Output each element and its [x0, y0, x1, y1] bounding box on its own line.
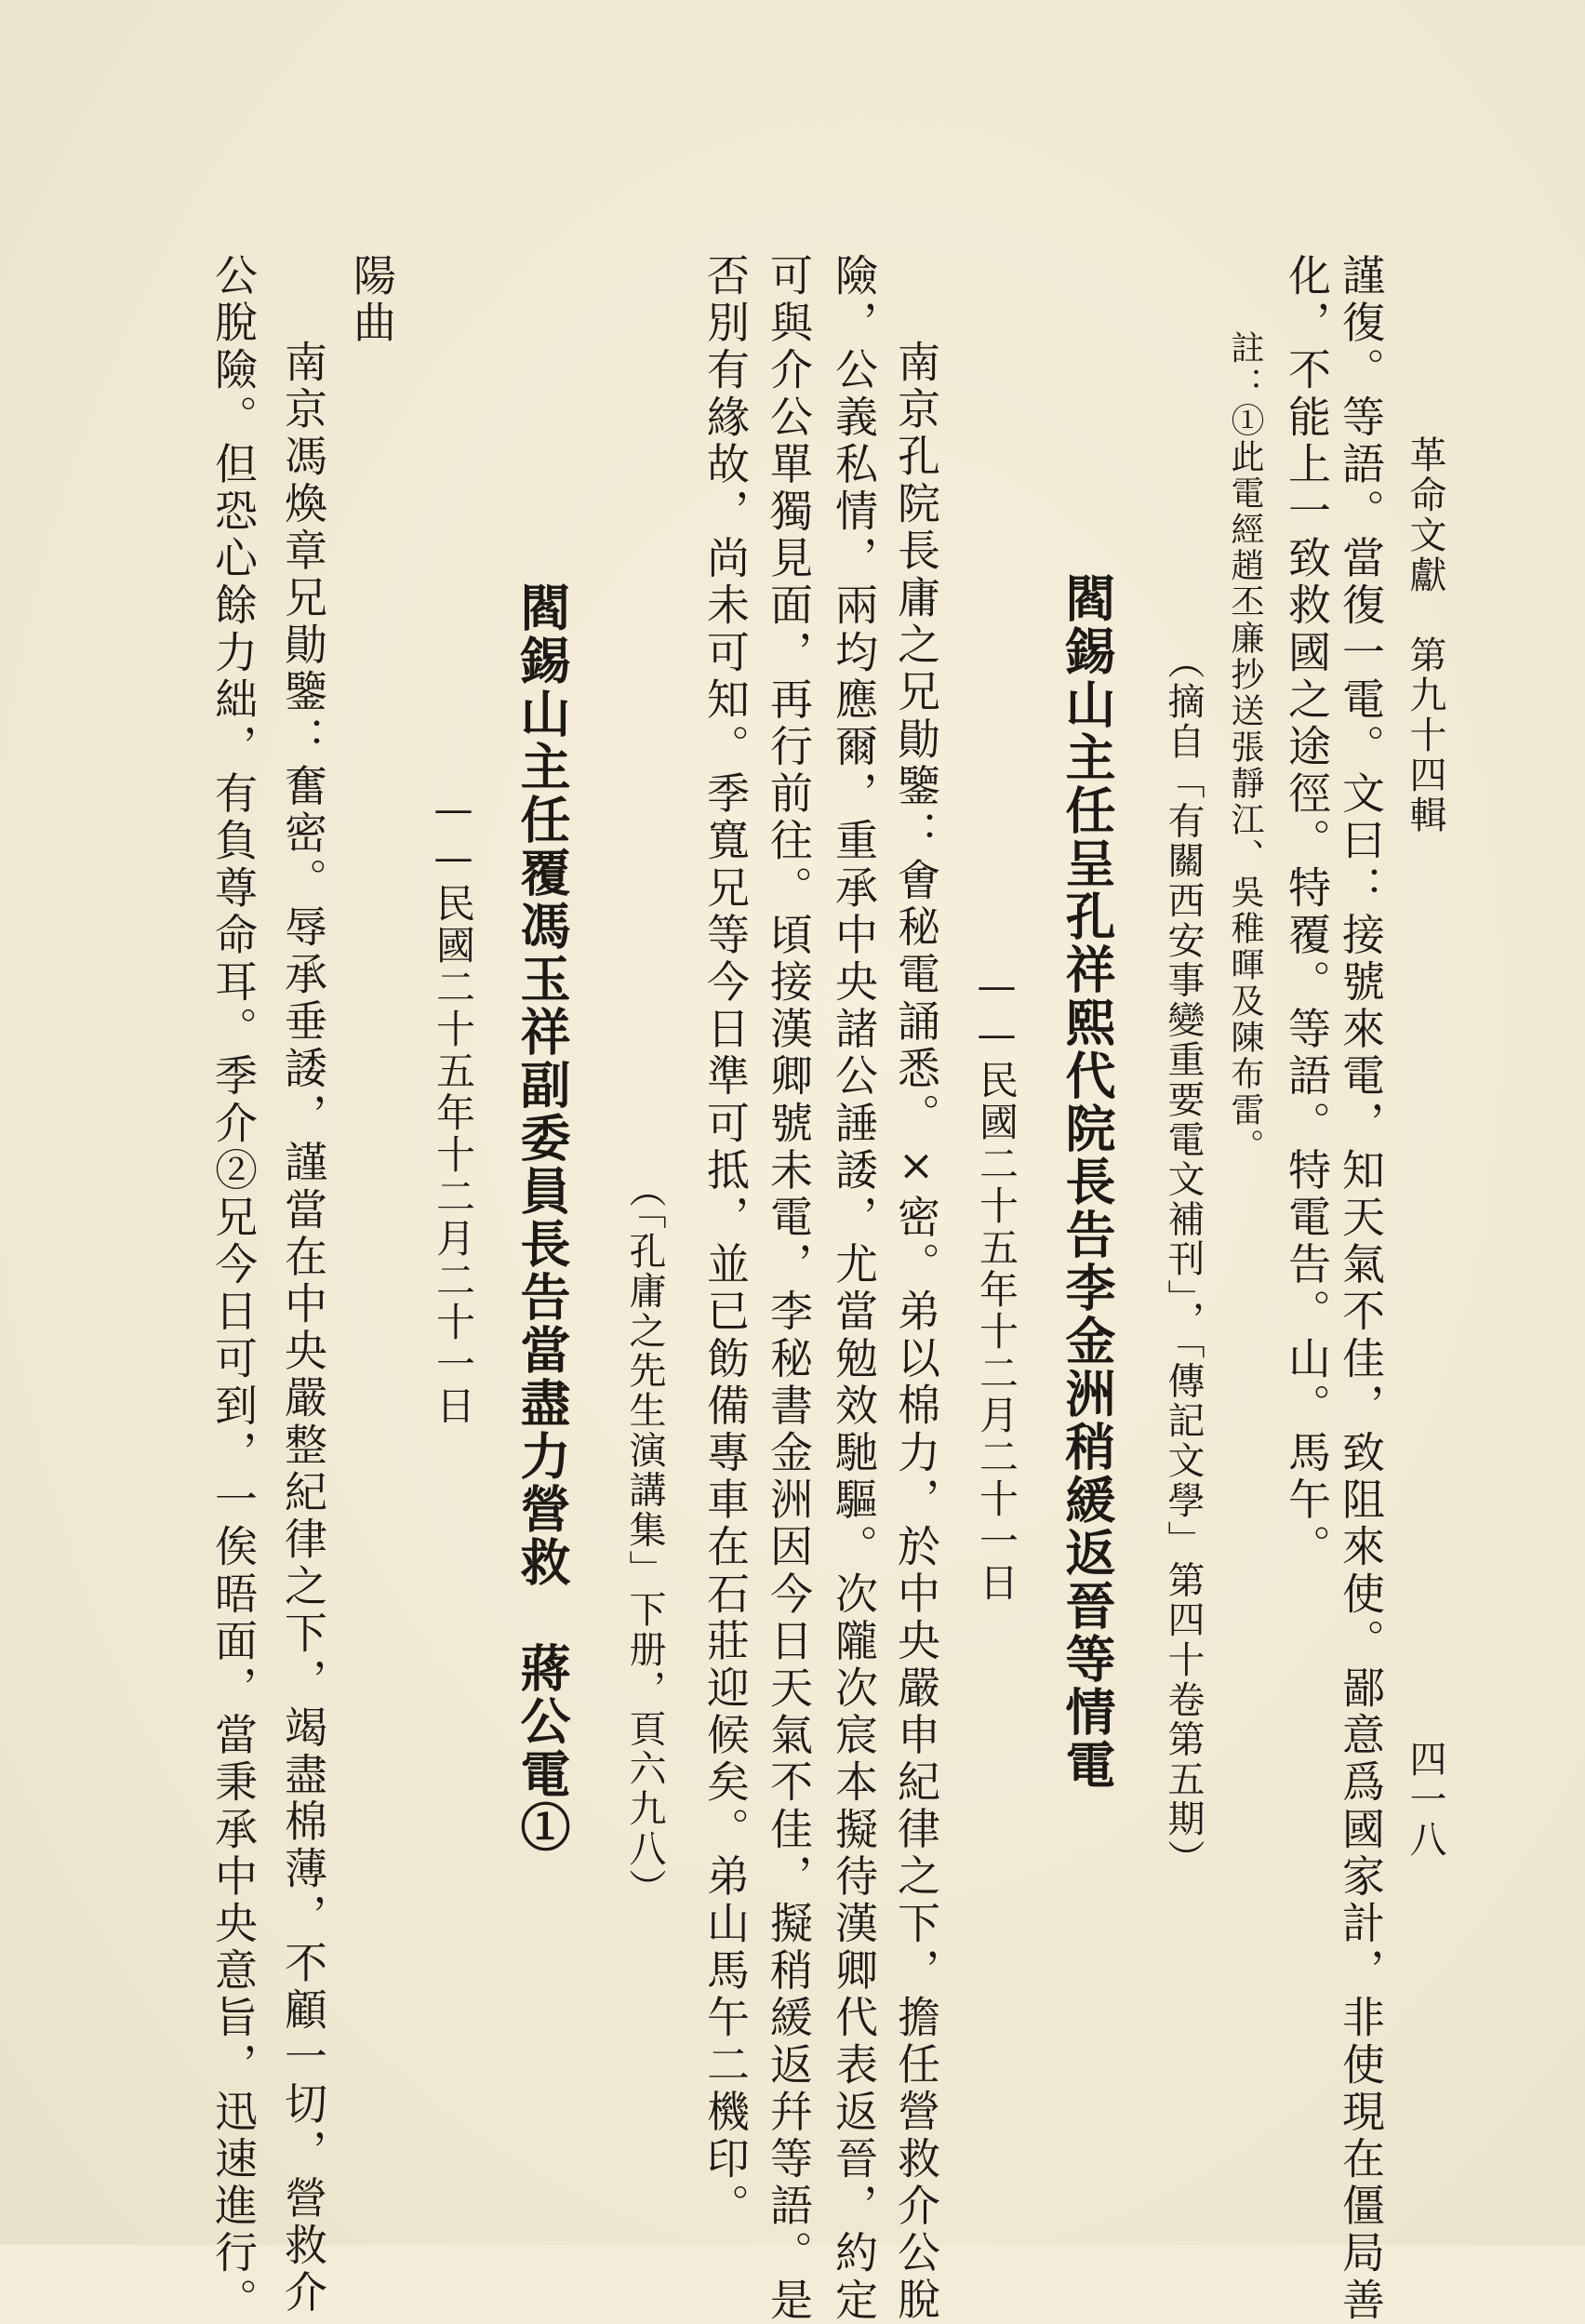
document-body-line-1: 南京馮煥章兄勛鑒：奮密。辱承垂諉，謹當在中央嚴整紀律之下，竭盡棉薄，不顧一切，營救介 — [278, 340, 328, 2317]
prev-document-line-1: 謹復。等語。當復一電。文曰：接號來電，知天氣不佳，致阻來使。鄙意爲國家計，非使現在僵局善 — [1336, 253, 1386, 2324]
document-date: ——民國二十五年十二月二十一日 — [974, 963, 1019, 1604]
running-header-title: 革命文獻 第九十四輯 — [1404, 435, 1446, 835]
prev-document-line-2: 化，不能上一致救國之途徑。特覆。等語。特電告。山。馬午。 — [1282, 253, 1332, 1571]
document-title: 閻錫山主任呈孔祥熙代院長告李金洲稍緩返晉等情電 — [1058, 572, 1117, 1792]
document-body-line-1: 南京孔院長庸之兄勛鑒：㑹秘電誦悉。×密。弟以棉力，於中央嚴申紀律之下，擔任營救介公脫 — [891, 340, 941, 2324]
document-body-line-3: 可與介公單獨見面，再行前往。頃接漢卿號未電，李秘書金洲因今日天氣不佳，擬稍緩返幷等語。是 — [764, 253, 814, 2324]
document-body-line-2: 險，公義私情，兩均應爾，重承中央諸公諈諉，尤當勉效馳驅。次隴次宸本擬待漢卿代表返晉，約定 — [829, 253, 879, 2324]
document-title: 閻錫山主任覆馮玉祥副委員長告當盡力營救 蔣公電① — [513, 581, 572, 1854]
document-body-line-4: 否別有緣故，尚未可知。季寬兄等今日準可抵，並已飭備專車在石莊迎候矣。弟山馬午二機印。 — [700, 253, 751, 2231]
prev-document-footnote: 註：①此電經趙丕廉抄送張靜江、吳稚暉及陳布雷。 — [1226, 330, 1264, 1165]
addressee-location: 陽曲 — [347, 253, 397, 348]
document-body-line-2: 公脫險。但恐心餘力絀，有負尊命耳。季介②兄今日可到，一俟晤面，當秉承中央意旨，迅速進行。 — [208, 253, 259, 2324]
page-number: 四一八 — [1404, 1740, 1446, 1860]
document-date: ——民國二十五年十二月二十一日 — [431, 786, 476, 1427]
prev-document-source: （摘自「有關西安事變重要電文補刊」，「傳記文學」第四十卷第五期） — [1162, 642, 1205, 1879]
document-source: （「孔庸之先生演講集」下册，頁六九八） — [623, 1170, 666, 1909]
